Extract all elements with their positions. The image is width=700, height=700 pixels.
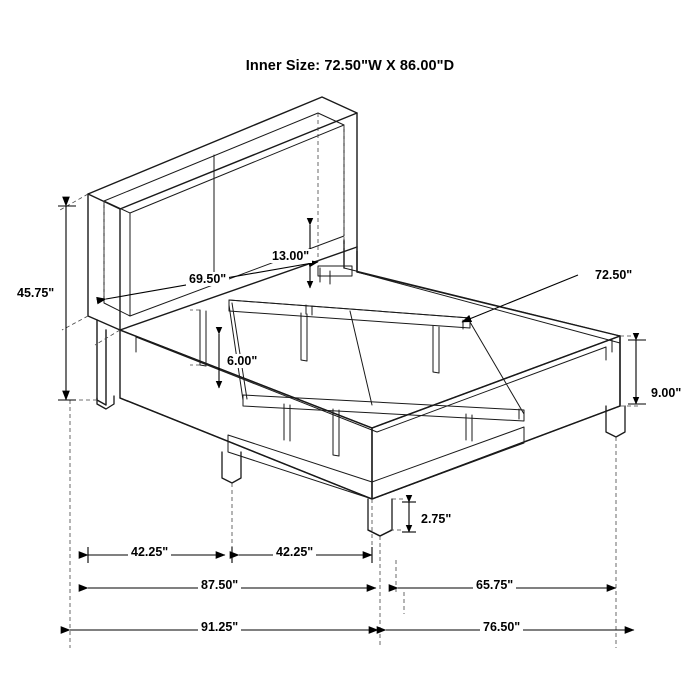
dim-overall-width: 76.50" <box>480 620 523 634</box>
dim-front-left-span: 42.25" <box>128 545 171 559</box>
dim-side-rail-height: 9.00" <box>648 386 684 400</box>
dim-inner-width: 72.50" <box>592 268 635 282</box>
dim-side-span: 65.75" <box>473 578 516 592</box>
dim-clearance: 2.75" <box>418 512 454 526</box>
dim-slat-leg-height: 6.00" <box>224 354 260 368</box>
dim-headboard-width: 69.50" <box>186 272 229 286</box>
dim-front-right-span: 42.25" <box>273 545 316 559</box>
dim-rail-drop: 13.00" <box>269 249 312 263</box>
dim-headboard-height: 45.75" <box>14 286 57 300</box>
page-title: Inner Size: 72.50"W X 86.00"D <box>245 58 455 74</box>
dim-overall-length: 91.25" <box>198 620 241 634</box>
dim-front-total-span: 87.50" <box>198 578 241 592</box>
